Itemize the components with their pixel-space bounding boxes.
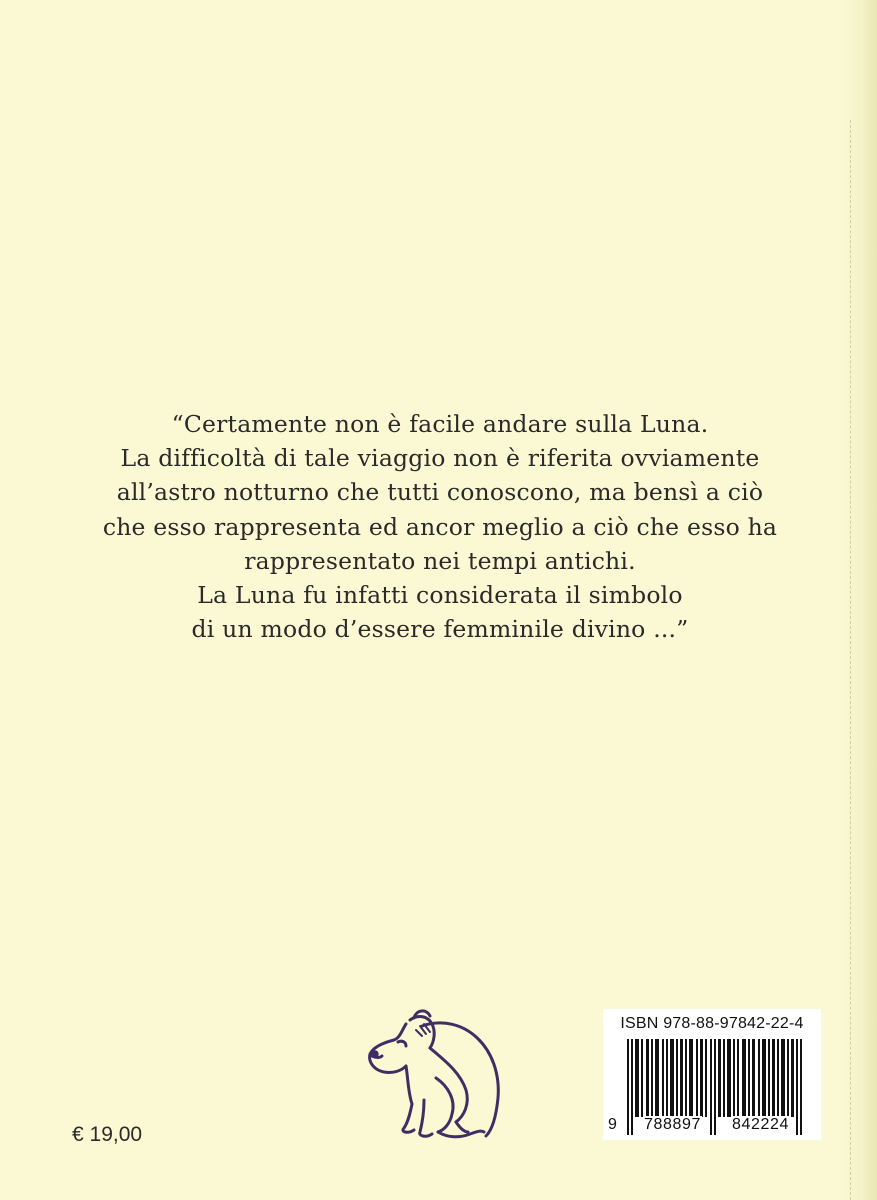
isbn-label: ISBN 978-88-97842-22-4 [620, 1015, 804, 1032]
quote-line: “Certamente non è facile andare sulla Luna. [171, 410, 709, 438]
barcode-first-digit: 9 [608, 1116, 618, 1133]
publisher-logo-icon [364, 1008, 504, 1143]
barcode-right-digits: 842224 [732, 1116, 789, 1133]
quote-line: La difficoltà di tale viaggio non è riferita ovviamente [120, 444, 760, 473]
quote-line: all’astro notturno che tutti conoscono, ma bensì a ciò [116, 478, 764, 507]
barcode-digits [603, 1116, 821, 1138]
quote-line: di un modo d’essere femminile divino ...” [191, 615, 689, 644]
spine-fold-line [850, 120, 853, 1200]
quote-line: che esso rappresenta ed ancor meglio a ciò che esso ha [102, 512, 778, 541]
price-label: € 19,00 [72, 1123, 143, 1146]
cover-spine-edge [841, 0, 877, 1200]
quote-line: La Luna fu infatti considerata il simbolo [197, 581, 683, 610]
quote-line: rappresentato nei tempi antichi. [244, 546, 636, 575]
barcode-left-digits: 788897 [644, 1116, 701, 1133]
back-cover-quote [60, 407, 820, 646]
isbn-barcode-block [603, 1009, 821, 1140]
